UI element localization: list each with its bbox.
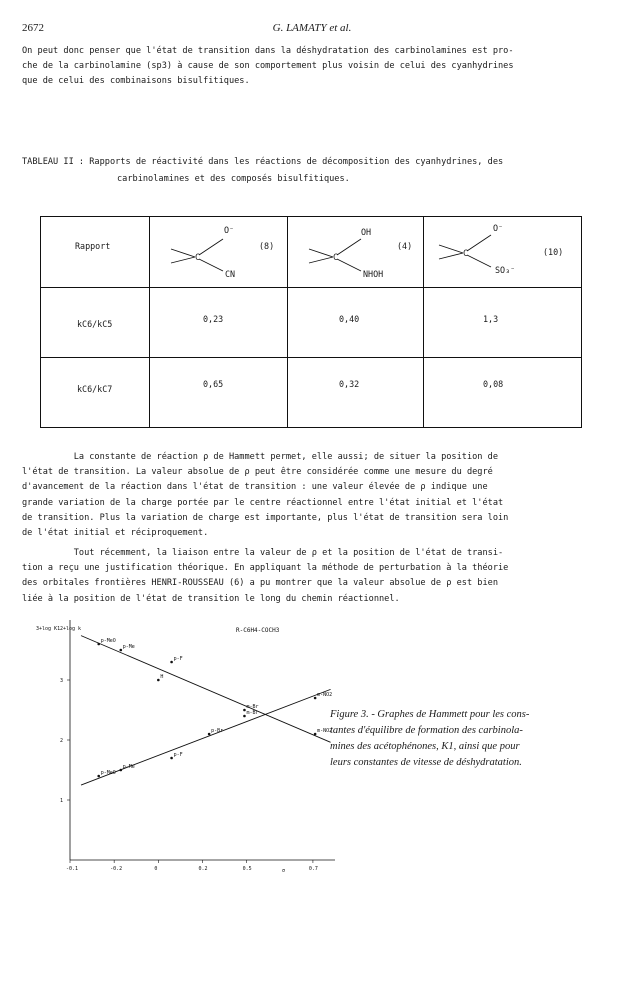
running-header-authors: G. LAMATY et al. [272, 22, 352, 34]
text-line: Tout récemment, la liaison entre la valeur de ρ et la position de l'état de transi- [22, 548, 504, 558]
data-point [119, 649, 122, 652]
data-point [170, 757, 173, 760]
table-divider [149, 217, 150, 427]
y-tick-label: 2 [60, 738, 64, 744]
caption-line: leurs constantes de vitesse de déshydratation. [330, 757, 522, 768]
y-tick-label: 3 [60, 678, 64, 684]
structure-group1: O⁻ [224, 225, 235, 235]
structure-group1: OH [361, 227, 372, 237]
structure-center-atom: C [463, 248, 469, 258]
text-line: l'état de transition. La valeur absolue de ρ peut être considérée comme une mesure du degré [22, 467, 493, 478]
x-axis-label: σ [282, 868, 286, 874]
structure-center-atom: C [333, 252, 339, 262]
table-cell: 0,23 [203, 314, 224, 324]
text-line: de l'état initial et réciproquement. [22, 528, 209, 539]
plot-axes [70, 620, 335, 860]
text-line: liée à la position de l'état de transition le long du chemin réactionnel. [22, 593, 400, 604]
hammett-plot [36, 610, 350, 880]
y-axis-label-left: 3+log K1 [36, 626, 61, 632]
text-line: d'avancement de la réaction dans l'état de transition : une valeur élevée de ρ indique une [22, 482, 488, 493]
text-line: de transition. Plus la variation de charge est importante, plus l'état de transition sera loin [22, 512, 509, 523]
structure-group2: NHOH [363, 269, 384, 279]
series-line [81, 689, 331, 785]
data-point [243, 709, 246, 712]
x-tick-label: -0.1 [66, 866, 79, 872]
y-axis-label-right: 2+log k [60, 626, 82, 632]
structure-ref: (8) [259, 241, 275, 251]
caption-line: Figure 3. - Graphes de Hammett pour les cons- [330, 709, 530, 720]
data-point [170, 661, 173, 664]
x-tick-label: 0.2 [198, 866, 208, 872]
text-line: des orbitales frontières HENRI-ROUSSEAU (6) a pu montrer que la valeur absolue de ρ est bien [22, 578, 498, 589]
table-cell: 0,40 [339, 314, 360, 324]
plot-lines [81, 636, 331, 785]
point-label: m-Br [246, 704, 259, 710]
point-label: p-F [173, 752, 183, 758]
data-point [97, 643, 100, 646]
data-point [314, 733, 317, 736]
table-caption-line2: carbinolamines et des composés bisulfitiques. [117, 174, 350, 184]
page-number: 2672 [22, 22, 44, 34]
structure-ref: (4) [397, 241, 413, 251]
table-cell: 0,32 [339, 379, 360, 389]
text-line: che de la carbinolamine (sp3) à cause de son comportement plus voisin de celui des cyanhydrines [22, 61, 514, 72]
series-line [81, 636, 331, 743]
point-label: p-MeO [100, 770, 116, 776]
table-cell: 0,65 [203, 379, 224, 389]
structure-label: R-C6H4-COCH3 [236, 627, 280, 634]
table-row-label: kC6/kC5 [77, 319, 113, 329]
point-label: p-Me [122, 764, 135, 770]
point-label: m-NO2 [317, 728, 333, 734]
text-line: La constante de réaction ρ de Hammett permet, elle aussi; de situer la position de [22, 452, 498, 462]
text-line: On peut donc penser que l'état de transition dans la déshydratation des carbinolamines est pro- [22, 46, 514, 56]
table-divider [41, 287, 581, 288]
body-paragraph-1 [22, 450, 508, 541]
text-line: grande variation de la charge portée par le centre réactionnel entre l'état initial et l'état [22, 497, 504, 508]
intro-paragraph [22, 44, 514, 90]
point-label: p-Br [211, 728, 224, 734]
structure-group1: O⁻ [493, 223, 504, 233]
y-tick-label: 1 [60, 798, 64, 804]
point-label: p-MeO [100, 638, 116, 644]
point-label: m-NO2 [317, 692, 333, 698]
point-label: H [160, 674, 164, 680]
data-point [243, 715, 246, 718]
table-cell: 0,08 [483, 379, 504, 389]
data-point [119, 769, 122, 772]
x-tick-label: 0 [154, 866, 158, 872]
data-point [314, 697, 317, 700]
figure-caption [330, 707, 600, 771]
point-label: p-F [173, 656, 183, 662]
reactivity-table [40, 216, 582, 428]
table-row-label: kC6/kC7 [77, 384, 113, 394]
body-paragraph-2 [22, 546, 508, 607]
table-divider [41, 357, 581, 358]
table-caption-line1: TABLEAU II : Rapports de réactivité dans les réactions de décomposition des cyanhydrines, des [22, 157, 504, 167]
text-line: tion a reçu une justification théorique. En appliquant la méthode de perturbation à la théorie [22, 563, 509, 574]
structure-group2: SO₃⁻ [495, 265, 516, 275]
point-label: p-Me [122, 644, 135, 650]
point-label: m-Br [246, 710, 259, 716]
caption-line: mines des acétophénones, K1, ainsi que pour [330, 741, 520, 752]
structure-group2: CN [225, 269, 236, 279]
x-tick-label: 0.5 [242, 866, 252, 872]
data-point [97, 775, 100, 778]
data-point [157, 679, 160, 682]
structure-ref: (10) [543, 247, 564, 257]
caption-line: tantes d'équilibre de formation des carbinola- [330, 725, 523, 736]
cyanohydrin-structure [165, 225, 255, 281]
data-point [208, 733, 211, 736]
plot-points [97, 638, 332, 777]
table-cell: 1,3 [483, 314, 499, 324]
x-tick-label: -0.2 [110, 866, 123, 872]
structure-center-atom: C [195, 252, 201, 262]
text-line: que de celui des combinaisons bisulfitiques. [22, 76, 250, 87]
table-divider [423, 217, 424, 427]
table-header-label: Rapport [75, 241, 111, 251]
table-divider [287, 217, 288, 427]
x-tick-label: 0.7 [308, 866, 318, 872]
